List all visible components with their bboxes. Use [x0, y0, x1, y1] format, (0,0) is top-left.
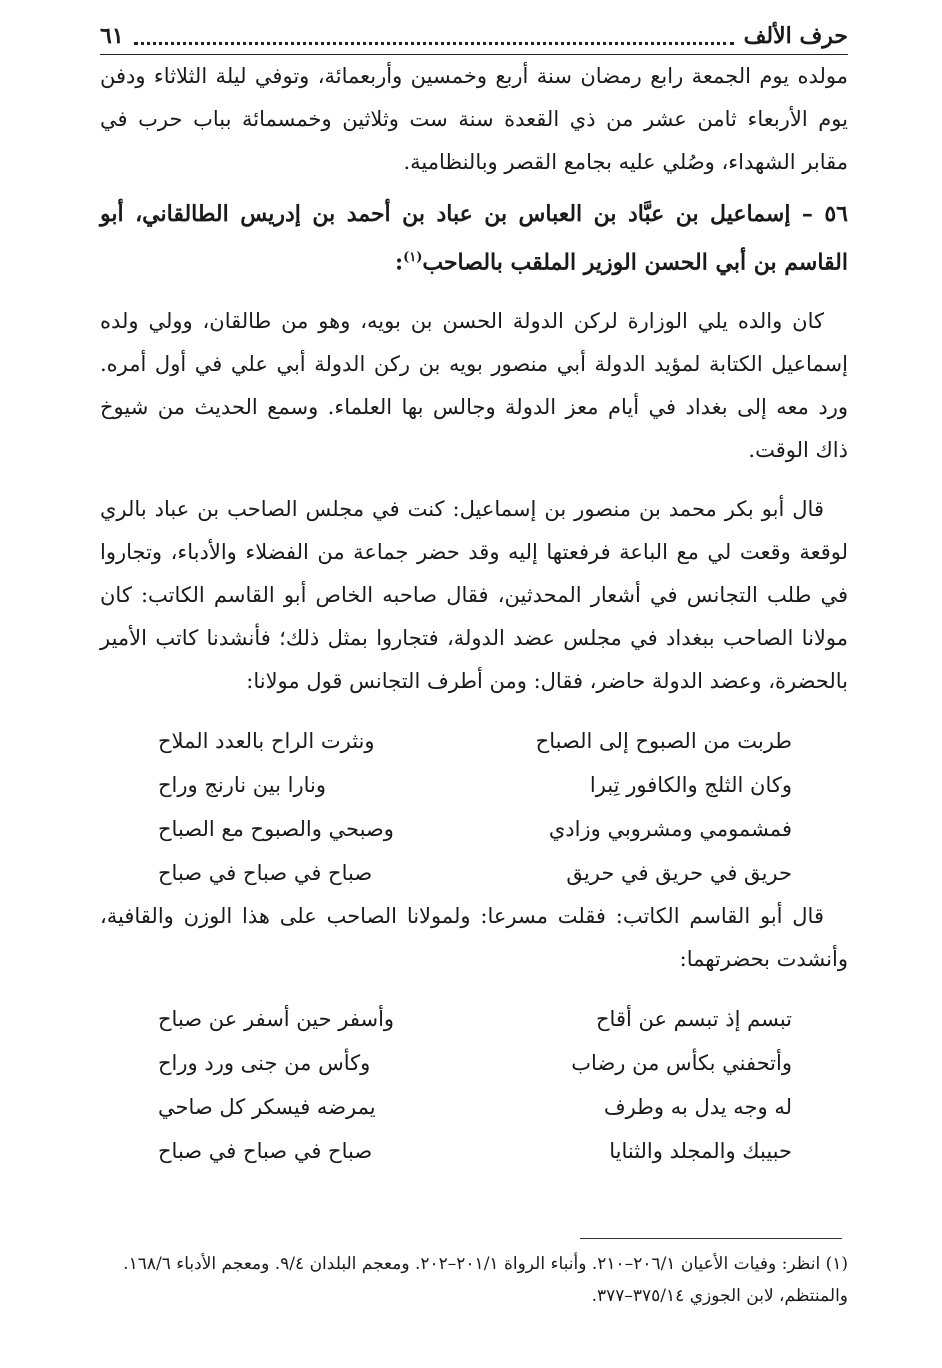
verse-second-hemistich: وكأس من جنى ورد وراح	[158, 1051, 371, 1076]
chapter-title: حرف الألف	[743, 23, 848, 49]
poem-2	[100, 997, 848, 1173]
spacer	[100, 981, 848, 997]
verse-first-hemistich: حريق في حريق في حريق	[566, 861, 792, 886]
page-number: ٦١	[100, 23, 124, 49]
verse-line	[100, 1041, 848, 1085]
verse-first-hemistich: طربت من الصبوح إلى الصباح	[535, 729, 792, 754]
verse-second-hemistich: ونثرت الراح بالعدد الملاح	[158, 729, 375, 754]
verse-second-hemistich: يمرضه فيسكر كل صاحي	[158, 1095, 376, 1120]
verse-second-hemistich: ونارا بين نارنج وراح	[158, 773, 327, 798]
page-header	[100, 18, 848, 55]
spacer	[100, 472, 848, 488]
paragraph-1: مولده يوم الجمعة رابع رمضان سنة أربع وخمسين وأربعمائة، وتوفي ليلة الثلاثاء ودفن يوم الأربعاء ثامن عشر من ذي القعدة سنة ست وثلاثين وخمسمائة بباب حرب في مقابر الشهداء، وصُلي عليه بجامع القصر وبالنظامية.	[100, 64, 848, 174]
page-body	[100, 18, 848, 1173]
verse-line	[100, 1129, 848, 1173]
verse-first-hemistich: حبيبك والمجلد والثنايا	[609, 1139, 792, 1164]
paragraph-3: قال أبو بكر محمد بن منصور بن إسماعيل: كنت في مجلس الصاحب بن عباد بالري لوقعة وقعت لي مع الباعة فرفعتها إليه وقد حضر جماعة من الفضلاء والأدباء، وتجاروا في طلب التجانس في أشعار المحدثين، فقال صاحبه الخاص أبو القاسم الكاتب: كان مولانا الصاحب ببغداد في مجلس عضد الدولة، فتجاروا بمثل ذلك؛ فأنشدنا كاتب الأمير بالحضرة، وعضد الدولة حاضر، فقال: ومن أطرف التجانس قول مولانا:	[100, 497, 848, 694]
verse-first-hemistich: وكان الثلج والكافور تِبرا	[589, 773, 792, 798]
entry-title	[100, 192, 848, 284]
verse-line	[100, 997, 848, 1041]
entry-title-end: :	[394, 249, 404, 276]
spacer	[100, 284, 848, 300]
verse-second-hemistich: صباح في صباح في صباح	[158, 861, 373, 886]
verse-first-hemistich: له وجه يدل به وطرف	[603, 1095, 792, 1120]
verse-line	[100, 807, 848, 851]
verse-line	[100, 1085, 848, 1129]
paragraph-2: كان والده يلي الوزارة لركن الدولة الحسن بن بويه، وهو من طالقان، وولي ولده إسماعيل الكتابة لمؤيد الدولة أبي منصور بويه بن ركن الدولة أبي علي في أول أمره. ورد معه إلى بغداد في أيام معز الدولة وجالس بها العلماء. وسمع الحديث من شيوخ ذاك الوقت.	[100, 309, 848, 463]
poem-1	[100, 719, 848, 895]
verse-line	[100, 763, 848, 807]
verse-first-hemistich: وأتحفني بكأس من رضاب	[571, 1051, 792, 1076]
spacer	[100, 703, 848, 719]
footnote-reference: (١)	[403, 250, 423, 265]
verse-second-hemistich: وأسفر حين أسفر عن صباح	[158, 1007, 395, 1032]
verse-first-hemistich: فمشمومي ومشروبي وزادي	[548, 817, 792, 842]
paragraph-4: قال أبو القاسم الكاتب: فقلت مسرعا: ولمولانا الصاحب على هذا الوزن والقافية، وأنشدت بحضرتهما:	[100, 904, 848, 972]
header-dot-leader	[134, 28, 734, 45]
entry-title-text: ٥٦ – إسماعيل بن عبَّاد بن العباس بن عباد بن أحمد بن إدريس الطالقاني، أبو القاسم بن أبي الحسن الوزير الملقب بالصاحب	[100, 201, 848, 276]
verse-second-hemistich: وصبحي والصبوح مع الصباح	[158, 817, 394, 842]
verse-second-hemistich: صباح في صباح في صباح	[158, 1139, 373, 1164]
footnote: (١) انظر: وفيات الأعيان ٢٠٦/١–٢١٠. وأنباء الرواة ٢٠١/١–٢٠٢. ومعجم البلدان ٩/٤. ومعجم الأدباء ١٦٨/٦. والمنتظم، لابن الجوزي ٣٧٥/١٤–٣٧٧.	[123, 1254, 848, 1306]
verse-line	[100, 851, 848, 895]
verse-first-hemistich: تبسم إذ تبسم عن أقاح	[595, 1007, 792, 1032]
verse-line	[100, 719, 848, 763]
footnote-divider	[580, 1238, 842, 1239]
